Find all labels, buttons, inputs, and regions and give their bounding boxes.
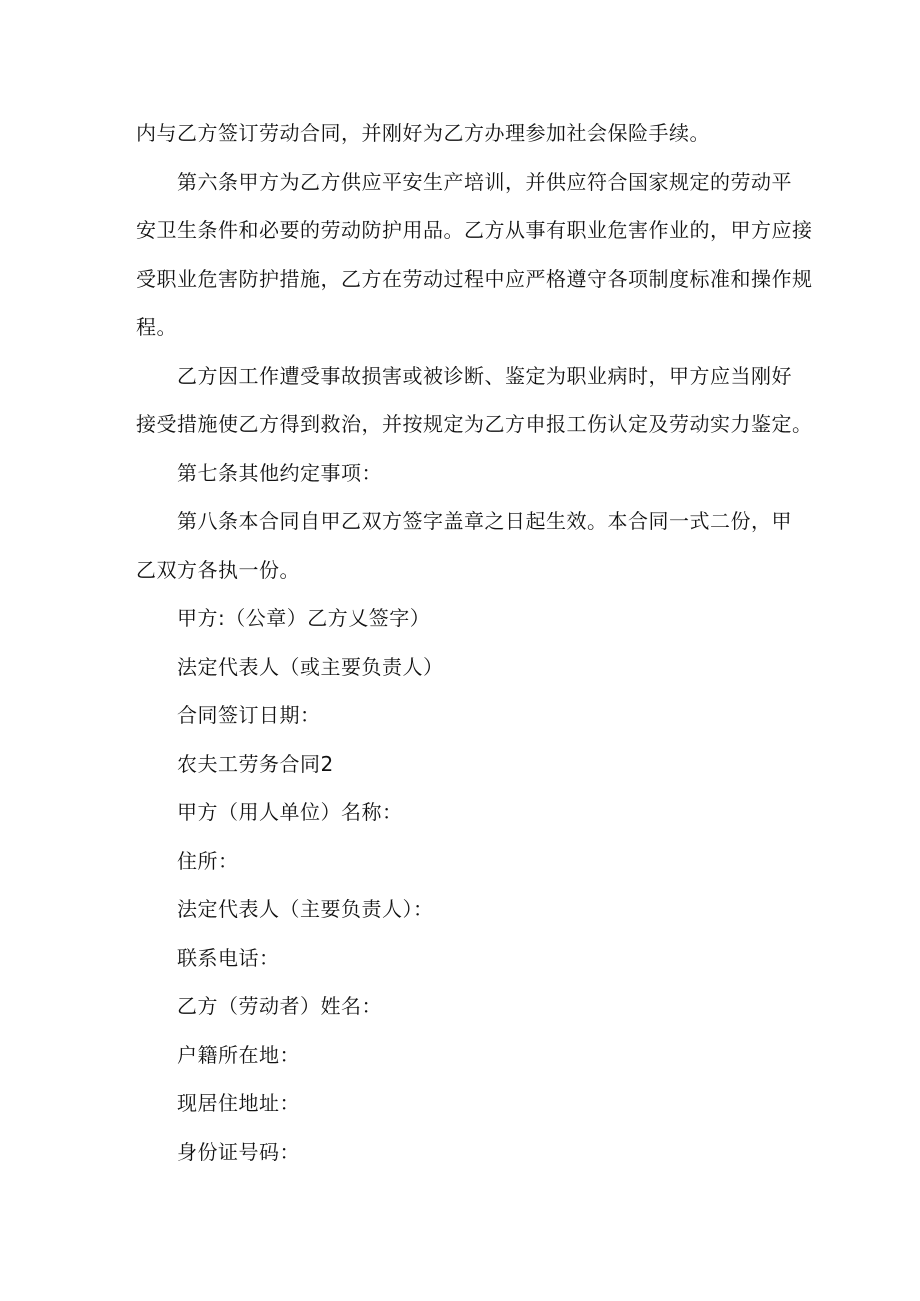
form-field-label: 身份证号码： [177, 1140, 300, 1164]
form-field-label: 乙方（劳动者）姓名： [177, 994, 382, 1018]
paragraph-line: 安卫生条件和必要的劳动防护用品。乙方从事有职业危害作业的，甲方应接 [136, 218, 813, 242]
paragraph-line: 程。 [136, 315, 177, 339]
paragraph-line: 乙双方各执一份。 [136, 558, 300, 582]
form-field-label: 甲方（用人单位）名称： [177, 800, 403, 824]
paragraph-line: 第八条本合同自甲乙双方签字盖章之日起生效。本合同一式二份，甲 [177, 509, 792, 533]
paragraph-line: 接受措施使乙方得到救治，并按规定为乙方申报工伤认定及劳动实力鉴定。 [136, 412, 813, 436]
paragraph-line: 受职业危害防护措施，乙方在劳动过程中应严格遵守各项制度标准和操作规 [136, 267, 813, 291]
form-field-label: 法定代表人（主要负责人）： [177, 897, 434, 921]
signature-line: 甲方:（公章）乙方乂签字） [177, 606, 431, 630]
form-field-label: 联系电话： [177, 946, 280, 970]
paragraph-line: 内与乙方签订劳动合同，并刚好为乙方办理参加社会保险手续。 [136, 121, 710, 145]
paragraph-line: 乙方因工作遭受事故损害或被诊断、鉴定为职业病时，甲方应当刚好 [177, 364, 792, 388]
form-field-label: 住所： [177, 849, 239, 873]
paragraph-line: 第七条其他约定事项： [177, 461, 382, 485]
section-title: 农夫工劳务合同2 [177, 752, 334, 776]
signature-line: 法定代表人（或主要负责人） [177, 655, 444, 679]
form-field-label: 现居住地址： [177, 1091, 300, 1115]
form-field-label: 户籍所在地： [177, 1043, 300, 1067]
date-line: 合同签订日期： [177, 703, 321, 727]
paragraph-line: 第六条甲方为乙方供应平安生产培训，并供应符合国家规定的劳动平 [177, 170, 792, 194]
